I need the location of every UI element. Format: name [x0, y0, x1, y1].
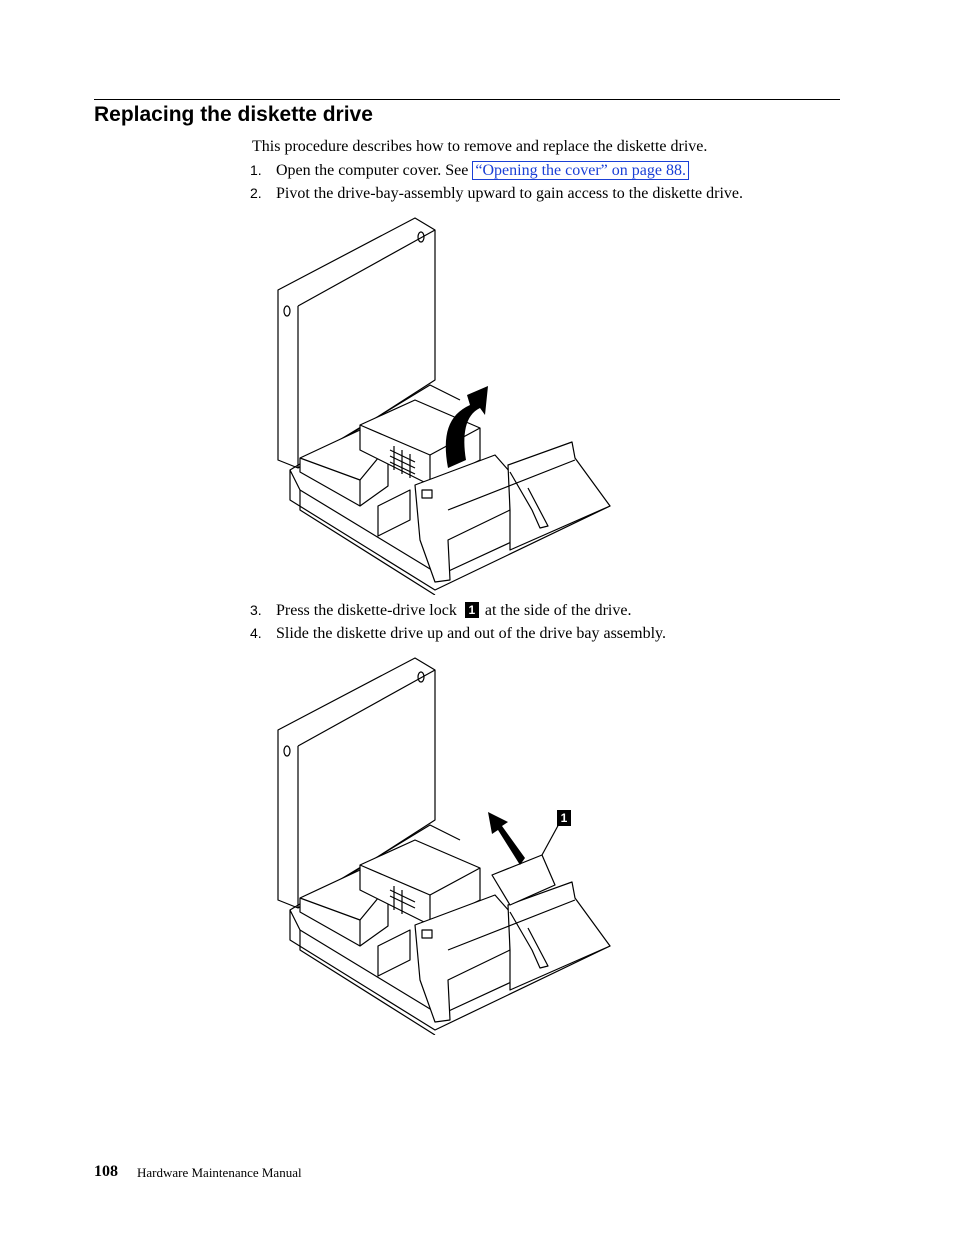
cross-reference-link[interactable]: “Opening the cover” on page 88. [472, 161, 689, 180]
step-3 [250, 600, 631, 621]
intro-paragraph: This procedure describes how to remove and replace the diskette drive. [252, 138, 708, 155]
step-number: 1. [250, 162, 262, 178]
callout-badge: 1 [465, 602, 479, 618]
page-heading: Replacing the diskette drive [94, 103, 373, 126]
step-text: Pivot the drive-bay-assembly upward to gain access to the diskette drive. [276, 185, 743, 202]
callout-number: 1 [560, 811, 568, 825]
step-2 [250, 183, 743, 204]
page-number: 108 [94, 1163, 118, 1180]
step-text: at the side of the drive. [484, 602, 632, 619]
figure-diskette-removal [270, 650, 620, 1035]
step-text: Press the diskette-drive lock [276, 602, 457, 619]
step-number: 2. [250, 185, 262, 201]
heading-rule [94, 99, 840, 100]
step-text: Open the computer cover. See [276, 162, 473, 179]
step-number: 3. [250, 602, 262, 618]
figure-drive-bay-pivot [270, 210, 620, 595]
manual-title: Hardware Maintenance Manual [137, 1165, 302, 1180]
step-number: 4. [250, 625, 262, 641]
slide-out-arrow [488, 812, 525, 865]
step-1 [250, 160, 689, 181]
step-4 [250, 623, 666, 644]
step-text: Slide the diskette drive up and out of the drive bay assembly. [276, 625, 666, 642]
